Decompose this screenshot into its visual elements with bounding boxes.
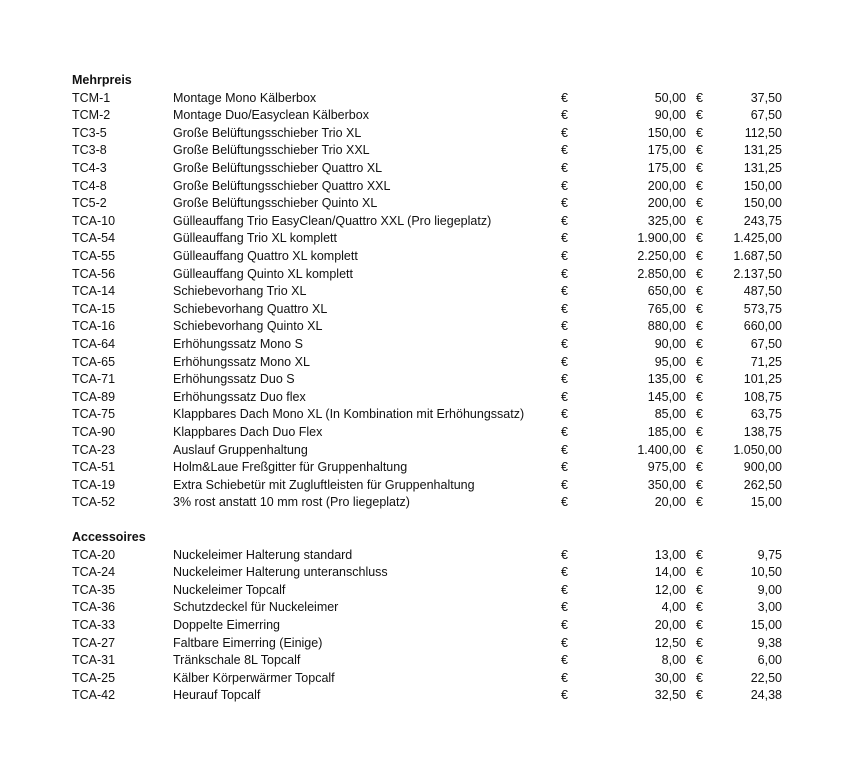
list-price-currency-symbol: €	[561, 618, 568, 632]
list-price: 325,00	[647, 213, 686, 228]
list-price: 90,00	[654, 108, 686, 123]
list-price: 145,00	[647, 389, 686, 404]
list-price-currency-symbol: €	[561, 670, 568, 685]
net-price: 900,00	[743, 460, 782, 475]
net-price-currency-symbol: €	[696, 337, 703, 351]
article-description: Schiebevorhang Quattro XL	[173, 301, 328, 316]
net-price-currency-symbol: €	[696, 653, 703, 668]
net-price: 573,75	[743, 301, 782, 316]
price-row	[0, 406, 863, 424]
list-price: 200,00	[647, 196, 686, 211]
net-price-currency-symbol: €	[696, 477, 703, 492]
article-description: Gülleauffang Quattro XL komplett	[173, 249, 358, 263]
article-code: TCA-42	[72, 688, 116, 703]
price-row	[0, 248, 863, 266]
price-row	[0, 301, 863, 319]
net-price: 10,50	[750, 565, 782, 580]
net-price: 24,38	[750, 688, 782, 703]
article-description: Doppelte Eimerring	[173, 618, 280, 632]
article-code: TC3-5	[72, 125, 107, 140]
net-price-currency-symbol: €	[696, 688, 703, 703]
article-code: TCA-56	[72, 266, 116, 281]
net-price: 3,00	[757, 600, 782, 615]
net-price-currency-symbol: €	[696, 670, 703, 685]
list-price-currency-symbol: €	[561, 213, 568, 228]
section-title: Mehrpreis	[72, 73, 132, 87]
article-description: Gülleauffang Trio EasyClean/Quattro XXL (Pro liegeplatz)	[173, 213, 492, 228]
article-code: TCA-35	[72, 582, 116, 597]
net-price-currency-symbol: €	[696, 178, 703, 193]
net-price: 131,25	[743, 161, 782, 175]
article-description: Nuckeleimer Halterung standard	[173, 547, 353, 562]
net-price: 37,50	[750, 90, 782, 105]
list-price-currency-symbol: €	[561, 425, 568, 439]
price-row	[0, 195, 863, 213]
price-row	[0, 107, 863, 125]
net-price-currency-symbol: €	[696, 389, 703, 404]
article-description: Große Belüftungsschieber Quattro XXL	[173, 178, 391, 193]
list-price-currency-symbol: €	[561, 108, 568, 123]
article-description: Kälber Körperwärmer Topcalf	[173, 670, 335, 685]
list-price-currency-symbol: €	[561, 284, 568, 299]
net-price-currency-symbol: €	[696, 635, 703, 650]
net-price-currency-symbol: €	[696, 565, 703, 580]
price-row	[0, 389, 863, 407]
list-price-currency-symbol: €	[561, 653, 568, 668]
net-price: 112,50	[744, 125, 782, 140]
article-code: TCA-90	[72, 425, 116, 439]
list-price: 175,00	[647, 143, 686, 158]
list-price: 12,00	[654, 582, 686, 597]
article-description: Schiebevorhang Trio XL	[173, 284, 307, 299]
net-price: 71,25	[750, 354, 782, 369]
article-code: TCA-20	[72, 547, 116, 562]
list-price: 2.850,00	[637, 266, 686, 281]
article-description: Faltbare Eimerring (Einige)	[173, 635, 323, 650]
price-row	[0, 670, 863, 688]
article-code: TCA-36	[72, 600, 116, 615]
price-row	[0, 564, 863, 582]
article-code: TCA-71	[72, 372, 116, 387]
article-description: 3% rost anstatt 10 mm rost (Pro liegeplatz)	[173, 495, 410, 510]
price-row	[0, 459, 863, 477]
section-title: Accessoires	[72, 530, 146, 544]
net-price-currency-symbol: €	[696, 372, 703, 387]
net-price-currency-symbol: €	[696, 460, 703, 475]
price-row	[0, 230, 863, 248]
list-price-currency-symbol: €	[561, 495, 568, 510]
article-description: Große Belüftungsschieber Trio XXL	[173, 143, 370, 158]
list-price: 975,00	[647, 460, 686, 475]
price-row	[0, 160, 863, 178]
price-row	[0, 582, 863, 600]
list-price: 175,00	[647, 161, 686, 175]
price-row	[0, 142, 863, 160]
article-description: Große Belüftungsschieber Trio XL	[173, 125, 362, 140]
article-code: TCM-2	[72, 108, 111, 123]
list-price: 8,00	[661, 653, 686, 668]
list-price-currency-symbol: €	[561, 266, 568, 281]
article-code: TCA-54	[72, 231, 116, 246]
article-code: TCA-65	[72, 354, 116, 369]
net-price-currency-symbol: €	[696, 161, 703, 175]
net-price-currency-symbol: €	[696, 425, 703, 439]
article-code: TCA-14	[72, 284, 116, 299]
article-code: TCA-64	[72, 337, 116, 351]
price-row	[0, 635, 863, 653]
net-price: 660,00	[743, 319, 782, 334]
price-row	[0, 354, 863, 372]
article-description: Erhöhungssatz Duo S	[173, 372, 295, 387]
article-code: TCA-27	[72, 635, 116, 650]
price-row	[0, 125, 863, 143]
list-price-currency-symbol: €	[561, 319, 568, 334]
list-price-currency-symbol: €	[561, 565, 568, 580]
article-code: TCA-55	[72, 249, 116, 263]
net-price-currency-symbol: €	[696, 407, 703, 422]
article-description: Holm&Laue Freßgitter für Gruppenhaltung	[173, 460, 408, 475]
net-price: 138,75	[743, 425, 782, 439]
net-price-currency-symbol: €	[696, 143, 703, 158]
price-row	[0, 687, 863, 705]
list-price-currency-symbol: €	[561, 582, 568, 597]
article-description: Extra Schiebetür mit Zugluftleisten für Gruppenhaltung	[173, 477, 475, 492]
list-price: 12,50	[654, 635, 686, 650]
price-row	[0, 424, 863, 442]
article-description: Gülleauffang Quinto XL komplett	[173, 266, 353, 281]
list-price-currency-symbol: €	[561, 90, 568, 105]
net-price-currency-symbol: €	[696, 249, 703, 263]
net-price: 22,50	[750, 670, 782, 685]
list-price-currency-symbol: €	[561, 688, 568, 703]
net-price: 9,00	[757, 582, 782, 597]
net-price-currency-symbol: €	[696, 495, 703, 510]
price-row	[0, 477, 863, 495]
price-row	[0, 266, 863, 284]
article-description: Große Belüftungsschieber Quattro XL	[173, 161, 383, 175]
net-price: 67,50	[750, 337, 782, 351]
article-code: TCA-89	[72, 389, 116, 404]
net-price: 487,50	[743, 284, 782, 299]
list-price-currency-symbol: €	[561, 178, 568, 193]
article-description: Heurauf Topcalf	[173, 688, 261, 703]
net-price-currency-symbol: €	[696, 213, 703, 228]
article-description: Schiebevorhang Quinto XL	[173, 319, 323, 334]
article-description: Klappbares Dach Duo Flex	[173, 425, 323, 439]
list-price: 50,00	[654, 90, 686, 105]
list-price-currency-symbol: €	[561, 389, 568, 404]
list-price-currency-symbol: €	[561, 161, 568, 175]
net-price: 108,75	[743, 389, 782, 404]
list-price: 150,00	[647, 125, 686, 140]
list-price-currency-symbol: €	[561, 125, 568, 140]
net-price-currency-symbol: €	[696, 196, 703, 211]
list-price: 2.250,00	[637, 249, 686, 263]
article-code: TCA-10	[72, 213, 116, 228]
list-price: 1.900,00	[637, 231, 686, 246]
list-price: 350,00	[647, 477, 686, 492]
net-price: 63,75	[750, 407, 782, 422]
article-code: TC5-2	[72, 196, 107, 211]
net-price-currency-symbol: €	[696, 231, 703, 246]
list-price: 30,00	[654, 670, 686, 685]
article-description: Montage Mono Kälberbox	[173, 90, 317, 105]
list-price-currency-symbol: €	[561, 372, 568, 387]
price-row	[0, 336, 863, 354]
net-price-currency-symbol: €	[696, 266, 703, 281]
net-price: 6,00	[757, 653, 782, 668]
article-code: TCA-23	[72, 442, 116, 457]
net-price: 1.687,50	[733, 249, 782, 263]
list-price-currency-symbol: €	[561, 337, 568, 351]
list-price: 185,00	[647, 425, 686, 439]
net-price-currency-symbol: €	[696, 442, 703, 457]
net-price: 262,50	[743, 477, 782, 492]
net-price: 243,75	[743, 213, 782, 228]
net-price-currency-symbol: €	[696, 319, 703, 334]
list-price: 20,00	[654, 495, 686, 510]
net-price-currency-symbol: €	[696, 90, 703, 105]
net-price: 9,75	[757, 547, 782, 562]
net-price-currency-symbol: €	[696, 354, 703, 369]
article-description: Klappbares Dach Mono XL (In Kombination mit Erhöhungssatz)	[173, 407, 525, 422]
price-row	[0, 442, 863, 460]
net-price-currency-symbol: €	[696, 582, 703, 597]
article-description: Tränkschale 8L Topcalf	[173, 653, 301, 668]
net-price: 67,50	[750, 108, 782, 123]
article-description: Erhöhungssatz Duo flex	[173, 389, 306, 404]
article-code: TCA-15	[72, 301, 116, 316]
net-price: 1.050,00	[733, 442, 782, 457]
net-price: 101,25	[743, 372, 782, 387]
net-price: 2.137,50	[733, 266, 782, 281]
price-row	[0, 617, 863, 635]
net-price-currency-symbol: €	[696, 600, 703, 615]
article-code: TC4-8	[72, 178, 107, 193]
net-price: 1.425,00	[733, 231, 782, 246]
article-code: TC3-8	[72, 143, 107, 158]
article-description: Schutzdeckel für Nuckeleimer	[173, 600, 339, 615]
price-row	[0, 652, 863, 670]
list-price-currency-symbol: €	[561, 143, 568, 158]
net-price-currency-symbol: €	[696, 618, 703, 632]
price-row	[0, 318, 863, 336]
list-price: 85,00	[654, 407, 686, 422]
list-price: 200,00	[647, 178, 686, 193]
list-price-currency-symbol: €	[561, 301, 568, 316]
net-price-currency-symbol: €	[696, 125, 703, 140]
article-code: TCA-24	[72, 565, 116, 580]
list-price: 14,00	[654, 565, 686, 580]
net-price: 15,00	[750, 495, 782, 510]
article-code: TCA-25	[72, 670, 116, 685]
list-price: 20,00	[654, 618, 686, 632]
price-row	[0, 213, 863, 231]
price-row	[0, 178, 863, 196]
article-code: TC4-3	[72, 161, 107, 175]
article-description: Nuckeleimer Halterung unteranschluss	[173, 565, 388, 580]
list-price: 1.400,00	[637, 442, 686, 457]
article-code: TCA-16	[72, 319, 116, 334]
list-price-currency-symbol: €	[561, 442, 568, 457]
list-price-currency-symbol: €	[561, 477, 568, 492]
article-code: TCA-75	[72, 407, 116, 422]
net-price-currency-symbol: €	[696, 547, 703, 562]
article-description: Erhöhungssatz Mono XL	[173, 354, 310, 369]
article-description: Erhöhungssatz Mono S	[173, 337, 303, 351]
list-price-currency-symbol: €	[561, 635, 568, 650]
list-price-currency-symbol: €	[561, 196, 568, 211]
list-price-currency-symbol: €	[561, 600, 568, 615]
price-row	[0, 547, 863, 565]
price-row	[0, 90, 863, 108]
list-price-currency-symbol: €	[561, 407, 568, 422]
article-code: TCM-1	[72, 90, 111, 105]
net-price: 15,00	[750, 618, 782, 632]
price-row	[0, 599, 863, 617]
list-price: 650,00	[647, 284, 686, 299]
article-code: TCA-52	[72, 495, 116, 510]
net-price-currency-symbol: €	[696, 284, 703, 299]
list-price: 880,00	[647, 319, 686, 334]
article-description: Montage Duo/Easyclean Kälberbox	[173, 108, 369, 123]
list-price-currency-symbol: €	[561, 231, 568, 246]
list-price: 13,00	[654, 547, 686, 562]
net-price-currency-symbol: €	[696, 301, 703, 316]
list-price-currency-symbol: €	[561, 547, 568, 562]
list-price-currency-symbol: €	[561, 354, 568, 369]
article-code: TCA-33	[72, 618, 116, 632]
article-description: Nuckeleimer Topcalf	[173, 582, 286, 597]
net-price: 150,00	[743, 196, 782, 211]
list-price-currency-symbol: €	[561, 249, 568, 263]
article-description: Große Belüftungsschieber Quinto XL	[173, 196, 378, 211]
price-row	[0, 371, 863, 389]
list-price: 32,50	[654, 688, 686, 703]
net-price: 9,38	[757, 635, 782, 650]
article-description: Auslauf Gruppenhaltung	[173, 442, 308, 457]
list-price: 4,00	[661, 600, 686, 615]
list-price: 135,00	[647, 372, 686, 387]
price-row	[0, 283, 863, 301]
list-price: 95,00	[654, 354, 686, 369]
list-price: 765,00	[647, 301, 686, 316]
article-description: Gülleauffang Trio XL komplett	[173, 231, 337, 246]
article-code: TCA-51	[72, 460, 116, 475]
net-price: 131,25	[743, 143, 782, 158]
price-row	[0, 494, 863, 512]
article-code: TCA-19	[72, 477, 116, 492]
net-price: 150,00	[743, 178, 782, 193]
article-code: TCA-31	[72, 653, 116, 668]
list-price: 90,00	[654, 337, 686, 351]
net-price-currency-symbol: €	[696, 108, 703, 123]
list-price-currency-symbol: €	[561, 460, 568, 475]
